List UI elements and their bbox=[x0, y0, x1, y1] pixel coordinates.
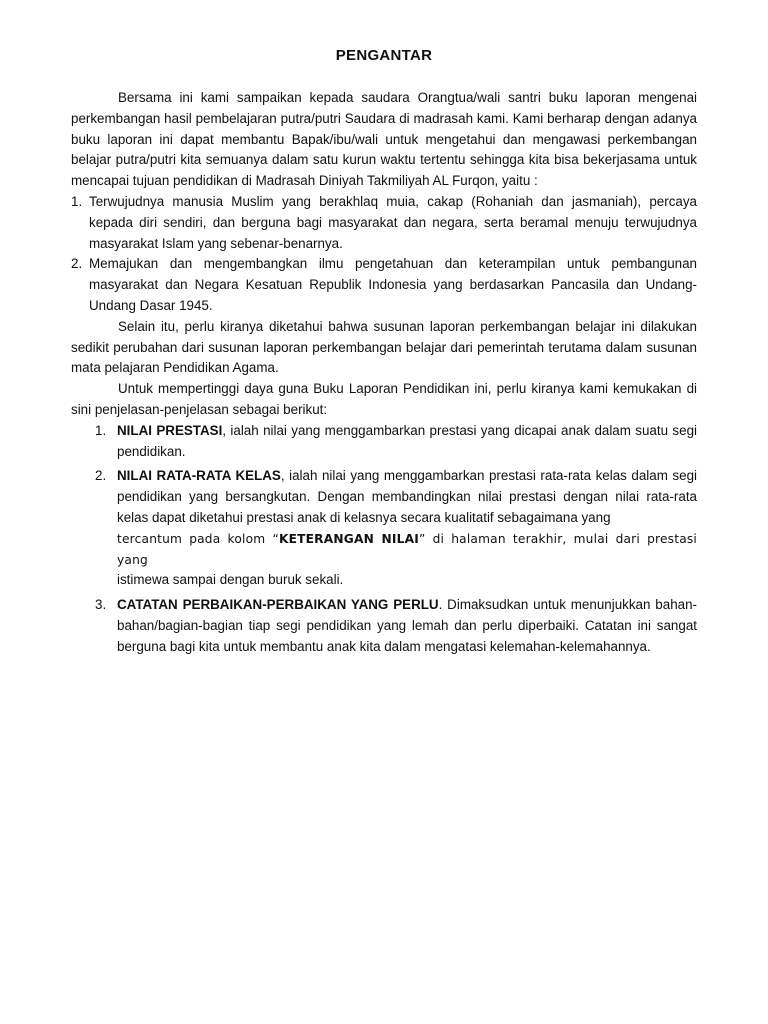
document-body bbox=[71, 88, 697, 658]
explanation-item-1 bbox=[71, 421, 697, 463]
explanation-text: , ialah nilai yang menggambarkan prestasi yang dicapai anak dalam suatu segi pendidikan. bbox=[117, 422, 697, 459]
goal-text: Terwujudnya manusia Muslim yang berakhlaq muia, cakap (Rohaniah dan jasmaniah), percaya kepada diri sendiri, dan berguna bagi masyarakat dan negara, serta beramal menuju terwujudnya masyarakat Islam yang sebenar-benarnya. bbox=[89, 193, 697, 251]
intro-paragraph: Bersama ini kami sampaikan kepada saudara Orangtua/wali santri buku laporan mengenai perkembangan hasil pembelajaran putra/putri Saudara di madrasah kami. Kami berharap dengan adanya buku laporan ini dapat membantu Bapak/ibu/wali untuk mengetahui dan mengawasi perkembangan belajar putra/putri kita semuanya dalam satu kurun waktu tertentu sehingga kita bisa bekerjasama untuk mencapai tujuan pendidikan di Madrasah Diniyah Takmiliyah AL Furqon, yaitu : bbox=[71, 90, 697, 189]
explanation-term: NILAI RATA-RATA KELAS bbox=[117, 468, 281, 484]
page-title: PENGANTAR bbox=[335, 47, 433, 64]
explanation-item-3 bbox=[71, 595, 697, 657]
explanation-alt-line: tercantum pada kolom “KETERANGAN NILAI” di halaman terakhir, mulai dari prestasi yang bbox=[117, 531, 697, 567]
explanation-tail: istimewa sampai dengan buruk sekali. bbox=[117, 572, 344, 588]
goal-number: 2. bbox=[71, 256, 83, 272]
goal-item-2 bbox=[71, 254, 697, 316]
explanation-list bbox=[71, 421, 697, 658]
paragraph-2: Selain itu, perlu kiranya diketahui bahwa susunan laporan perkembangan belajar ini dilakukan sedikit perubahan dari susunan laporan perkembangan belajar dari pemerintah terutama dalam susunan mata pelajaran Pendidikan Agama. bbox=[71, 318, 697, 376]
explanation-item-2 bbox=[71, 466, 697, 591]
goal-text: Memajukan dan mengembangkan ilmu pengetahuan dan keterampilan untuk pembangunan masyarakat dan Negara Kesatuan Republik Indonesia yang berdasarkan Pancasila dan Undang-Undang Dasar 1945. bbox=[89, 256, 697, 313]
explanation-term: NILAI PRESTASI bbox=[117, 422, 223, 438]
explanation-number: 3. bbox=[95, 597, 107, 613]
goal-number: 1. bbox=[71, 193, 83, 209]
explanation-term: CATATAN PERBAIKAN-PERBAIKAN YANG PERLU bbox=[117, 597, 439, 613]
explanation-number: 1. bbox=[95, 422, 107, 438]
explanation-text: . Dimaksudkan untuk menunjukkan bahan-bahan/bagian-bagian tiap segi pendidikan yang lemah dan perlu diperbaiki. Catatan ini sangat berguna bagi kita untuk membantu anak kita dalam mengatasi kelemahan-kelemahannya. bbox=[117, 597, 697, 654]
explanation-text: , ialah nilai yang menggambarkan prestasi rata-rata kelas dalam segi pendidikan yang bersangkutan. Dengan membandingkan nilai prestasi dengan nilai rata-rata kelas dapat diketahui prestasi anak di kelasnya secara kualitatif sebagaimana yang bbox=[117, 468, 697, 525]
column-name: KETERANGAN NILAI bbox=[278, 531, 419, 546]
paragraph-3: Untuk mempertinggi daya guna Buku Laporan Pendidikan ini, perlu kiranya kami kemukakan di sini penjelasan-penjelasan sebagai berikut: bbox=[71, 381, 697, 417]
goal-item-1 bbox=[71, 192, 697, 254]
explanation-number: 2. bbox=[95, 468, 107, 484]
